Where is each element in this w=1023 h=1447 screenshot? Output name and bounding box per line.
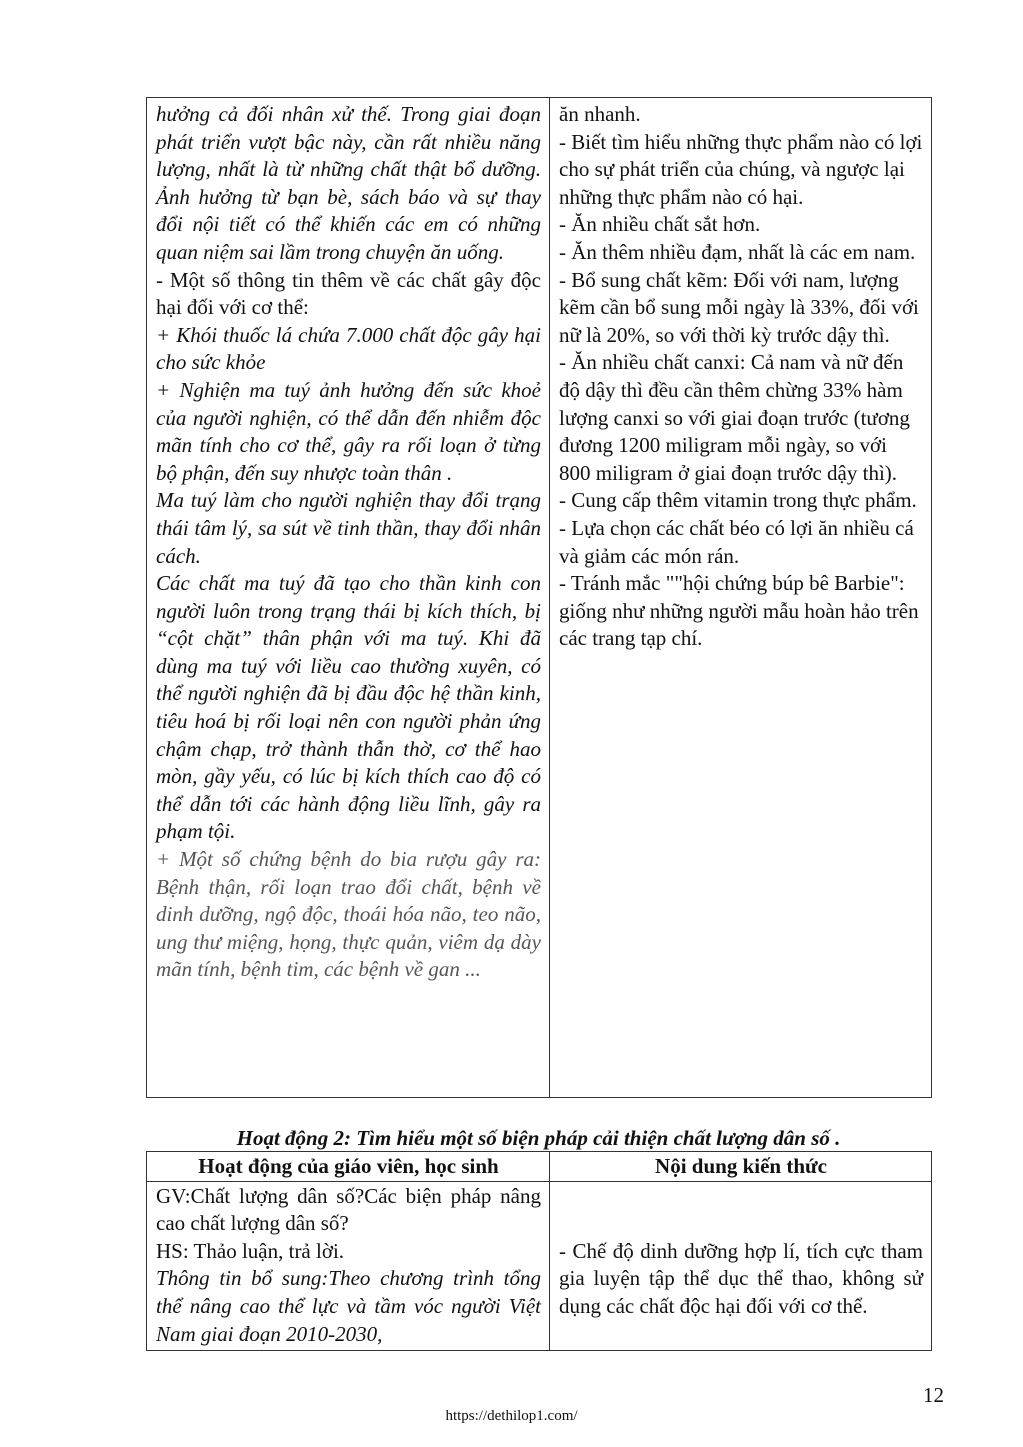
knowledge-content-cell bbox=[550, 1181, 932, 1351]
list-item: - Lựa chọn các chất béo có lợi ăn nhiều cá và giảm các món rán. bbox=[559, 515, 914, 568]
teacher-student-activity-cell bbox=[147, 98, 550, 1098]
table-row bbox=[147, 98, 932, 1098]
teacher-student-activity-cell bbox=[147, 1181, 550, 1351]
list-item: - Tránh mắc ""hội chứng búp bê Barbie": giống như những người mẫu hoàn hảo trên các trang tạp chí. bbox=[559, 571, 919, 651]
list-item: - Ăn thêm nhiều đạm, nhất là các em nam. bbox=[559, 239, 916, 264]
content-table-continued bbox=[146, 97, 932, 1098]
spacer bbox=[559, 1183, 923, 1238]
table-row bbox=[147, 1181, 932, 1351]
page-number: 12 bbox=[923, 1383, 944, 1407]
list-item: - Ăn nhiều chất sắt hơn. bbox=[559, 212, 761, 237]
list-item: ăn nhanh. bbox=[559, 102, 641, 126]
paragraph: hưởng cả đối nhân xử thế. Trong giai đoạn phát triển vượt bậc này, cần rất nhiều năng lượng, nhất là từ những chất thật bổ dưỡng. Ảnh hưởng từ bạn bè, sách báo và sự thay đổi nội tiết có thể khiến các em có những quan niệm sai lầm trong chuyện ăn uống. bbox=[156, 102, 541, 264]
paragraph: Các chất ma tuý đã tạo cho thần kinh con người luôn trong trạng thái bị kích thích, bị “cột chặt” thân phận với ma tuý. Khi đã dùng ma tuý với liều cao thường xuyên, có thể người nghiện đã bị đầu độc hệ thần kinh, tiêu hoá bị rối loại nên con người phản ứng chậm chạp, trở thành thẫn thờ, cơ thể hao mòn, gầy yếu, có lúc bị kích thích cao độ có thể dẫn tới các hành động liều lĩnh, gây ra phạm tội. bbox=[156, 571, 541, 844]
paragraph: Thông tin bổ sung:Theo chương trình tổng thể nâng cao thể lực và tầm vóc người Việt Nam giai đoạn 2010-2030, bbox=[156, 1266, 541, 1346]
knowledge-content-cell bbox=[550, 98, 932, 1098]
column-header: Hoạt động của giáo viên, học sinh bbox=[147, 1152, 550, 1182]
paragraph: + Khói thuốc lá chứa 7.000 chất độc gây hại cho sức khỏe bbox=[156, 322, 541, 375]
list-item: - Bổ sung chất kẽm: Đối với nam, lượng kẽm cần bổ sung mỗi ngày là 33%, đối với nữ là 20%, so với thời kỳ trước dậy thì. bbox=[559, 267, 919, 347]
list-item: - Biết tìm hiểu những thực phẩm nào có lợi cho sự phát triển của chúng, và ngược lại những thực phẩm nào có hại. bbox=[559, 129, 923, 209]
paragraph: + Một số chứng bệnh do bia rượu gây ra: Bệnh thận, rối loạn trao đổi chất, bệnh về dinh dưỡng, ngộ độc, thoái hóa não, teo não, ung thư miệng, họng, thực quản, viêm dạ dày mãn tính, bệnh tim, các bệnh về gan ... bbox=[156, 847, 541, 982]
paragraph: Ma tuý làm cho người nghiện thay đổi trạng thái tâm lý, sa sút về tinh thần, thay đổi nhân cách. bbox=[156, 488, 541, 568]
activity-2-table bbox=[146, 1151, 932, 1351]
list-item: - Ăn nhiều chất canxi: Cả nam và nữ đến độ dậy thì đều cần thêm chừng 33% hàm lượng canxi so với giai đoạn trước (tương đương 1200 miligram mỗi ngày, so với 800 miligram ở giai đoạn trước dậy thì). bbox=[559, 350, 910, 485]
activity-2-heading: Hoạt động 2: Tìm hiểu một số biện pháp cải thiện chất lượng dân số . bbox=[236, 1126, 841, 1150]
footer-url: https://dethilop1.com/ bbox=[445, 1408, 578, 1424]
list-item: - Cung cấp thêm vitamin trong thực phẩm. bbox=[559, 488, 917, 513]
paragraph: HS: Thảo luận, trả lời. bbox=[156, 1238, 345, 1263]
paragraph: + Nghiện ma tuý ảnh hưởng đến sức khoẻ của người nghiện, có thể dẫn đến nhiễm độc mãn tính cho cơ thể, gây ra rối loạn ở từng bộ phận, đến suy nhược toàn thân . bbox=[156, 377, 541, 485]
column-header: Nội dung kiến thức bbox=[550, 1152, 932, 1182]
table-header-row bbox=[147, 1152, 932, 1182]
paragraph: GV:Chất lượng dân số?Các biện pháp nâng cao chất lượng dân số? bbox=[156, 1183, 541, 1236]
paragraph: - Một số thông tin thêm về các chất gây độc hại đối với cơ thể: bbox=[156, 267, 541, 320]
list-item: - Chế độ dinh dưỡng hợp lí, tích cực tham gia luyện tập thể dục thể thao, không sử dụng các chất độc hại đối với cơ thể. bbox=[559, 1238, 923, 1318]
